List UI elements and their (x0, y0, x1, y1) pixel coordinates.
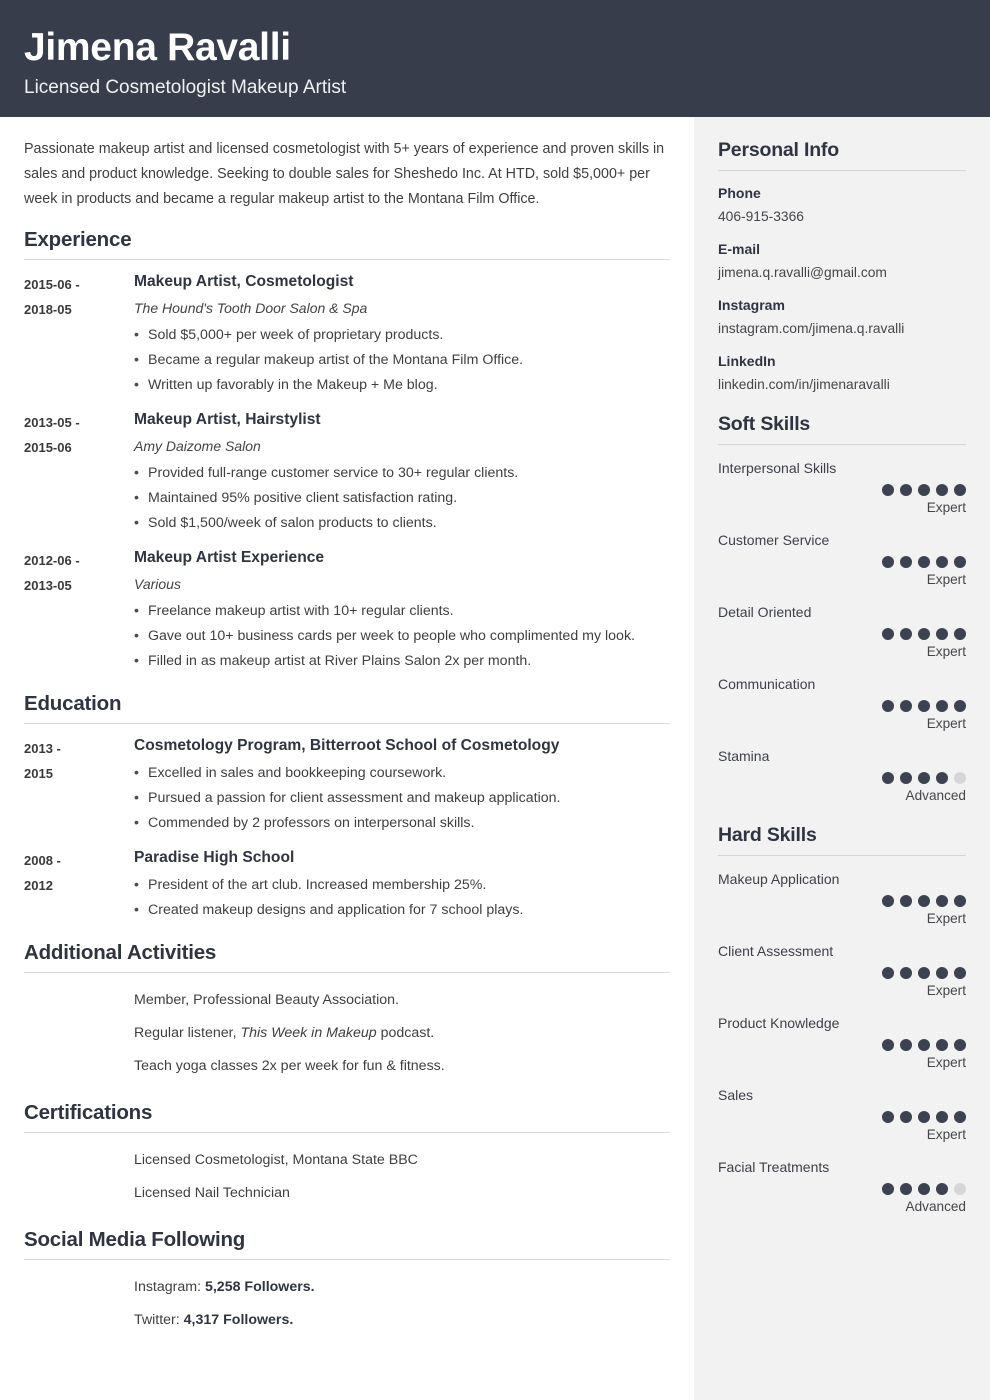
resume-entry (24, 547, 670, 674)
skill-level-label: Expert (926, 644, 966, 659)
activity-line: Regular listener, This Week in Makeup podcast. (134, 1025, 435, 1041)
personal-info-value[interactable]: linkedin.com/in/jimenaravalli (718, 377, 890, 392)
plain-entry-body (134, 1050, 670, 1083)
rating-dot-filled (936, 628, 948, 640)
emphasis-bold: 4,317 Followers. (183, 1312, 294, 1328)
plain-entry-row (24, 1271, 670, 1304)
entry-date-start: 2013 - (24, 741, 61, 756)
rating-dot-filled (900, 484, 912, 496)
entry-bullet-list (134, 461, 670, 536)
plain-entry-body (134, 1144, 670, 1177)
entry-date-end: 2015 (24, 766, 53, 781)
plain-entry-spacer (24, 1017, 134, 1018)
resume-entry (24, 735, 670, 836)
rating-dot-filled (954, 484, 966, 496)
sidebar-section-soft-skills (718, 413, 966, 806)
entry-title: Paradise High School (134, 849, 295, 866)
entry-date-end: 2013-05 (24, 578, 72, 593)
rating-dot-filled (900, 628, 912, 640)
skill-item (718, 940, 966, 1001)
education-entries (24, 735, 670, 923)
personal-info-value[interactable]: jimena.q.ravalli@gmail.com (718, 265, 887, 280)
rating-dot-empty (954, 1183, 966, 1195)
skill-item (718, 673, 966, 734)
skill-item (718, 1156, 966, 1217)
entry-bullet: • Sold $1,500/week of salon products to clients. (134, 511, 670, 536)
certification-line: Licensed Cosmetologist, Montana State BBC (134, 1152, 418, 1168)
rating-dot-filled (954, 700, 966, 712)
personal-info-value[interactable]: 406-915-3366 (718, 209, 804, 224)
section-heading-experience: Experience (24, 228, 670, 260)
entry-bullet: • Became a regular makeup artist of the Montana Film Office. (134, 348, 670, 373)
skill-item (718, 1012, 966, 1073)
entry-bullet: • President of the art club. Increased membership 25%. (134, 873, 670, 898)
personal-info-label: Phone (718, 185, 761, 201)
entry-date-range (24, 735, 134, 786)
additional-activities-lines (24, 984, 670, 1083)
rating-dot-filled (882, 967, 894, 979)
skill-level-label: Expert (926, 500, 966, 515)
skill-level-label: Advanced (905, 1199, 966, 1214)
candidate-name: Jimena Ravalli (24, 26, 291, 69)
rating-dot-filled (882, 628, 894, 640)
entry-date-start: 2012-06 - (24, 553, 80, 568)
plain-entry-body (134, 1017, 670, 1050)
plain-entry-row (24, 1144, 670, 1177)
activity-line: Member, Professional Beauty Association. (134, 992, 399, 1008)
section-heading-social-media: Social Media Following (24, 1228, 670, 1260)
skill-item (718, 529, 966, 590)
rating-dot-filled (954, 967, 966, 979)
rating-dot-filled (882, 772, 894, 784)
sidebar-heading-personal-info: Personal Info (718, 139, 966, 171)
rating-dot-filled (882, 895, 894, 907)
rating-dot-filled (918, 1111, 930, 1123)
skill-item (718, 1084, 966, 1145)
entry-bullet-list (134, 323, 670, 398)
rating-dot-filled (954, 556, 966, 568)
personal-info-label: Instagram (718, 297, 785, 313)
skill-level-label: Expert (926, 716, 966, 731)
entry-date-range (24, 847, 134, 898)
section-certifications (24, 1101, 670, 1210)
skill-level-label: Advanced (905, 788, 966, 803)
soft-skills-items (718, 457, 966, 806)
entry-bullet: • Gave out 10+ business cards per week to people who complimented my look. (134, 624, 670, 649)
section-heading-additional-activities: Additional Activities (24, 941, 670, 973)
rating-dot-filled (882, 556, 894, 568)
rating-dot-filled (918, 772, 930, 784)
emphasis-bold: 5,258 Followers. (204, 1279, 315, 1295)
entry-organization: Amy Daizome Salon (134, 438, 261, 454)
rating-dot-filled (918, 628, 930, 640)
skill-name: Detail Oriented (718, 604, 812, 620)
rating-dot-filled (954, 1039, 966, 1051)
skill-rating-dots (718, 895, 966, 907)
personal-info-item (718, 295, 966, 339)
rating-dot-filled (918, 700, 930, 712)
rating-dot-filled (900, 895, 912, 907)
sidebar-heading-soft-skills: Soft Skills (718, 413, 966, 445)
entry-bullet: • Sold $5,000+ per week of proprietary products. (134, 323, 670, 348)
rating-dot-filled (900, 700, 912, 712)
entry-bullet: • Freelance makeup artist with 10+ regular clients. (134, 599, 670, 624)
hard-skills-items (718, 868, 966, 1217)
skill-name: Facial Treatments (718, 1159, 830, 1175)
rating-dot-filled (900, 772, 912, 784)
rating-dot-filled (900, 1111, 912, 1123)
rating-dot-filled (936, 1039, 948, 1051)
sidebar-section-personal-info (718, 139, 966, 395)
rating-dot-filled (936, 484, 948, 496)
social-media-line: Instagram: 5,258 Followers. (134, 1279, 315, 1295)
rating-dot-empty (954, 772, 966, 784)
entry-bullet-list (134, 761, 670, 836)
entry-bullet: • Provided full-range customer service to 30+ regular clients. (134, 461, 670, 486)
entry-bullet: • Maintained 95% positive client satisfaction rating. (134, 486, 670, 511)
plain-entry-row (24, 1304, 670, 1337)
certification-line: Licensed Nail Technician (134, 1185, 290, 1201)
section-social-media (24, 1228, 670, 1337)
section-heading-certifications: Certifications (24, 1101, 670, 1133)
rating-dot-filled (936, 967, 948, 979)
entry-bullet: • Written up favorably in the Makeup + Me blog. (134, 373, 670, 398)
skill-rating-dots (718, 967, 966, 979)
entry-date-start: 2015-06 - (24, 277, 80, 292)
skill-level-label: Expert (926, 1055, 966, 1070)
entry-body (134, 847, 670, 923)
rating-dot-filled (918, 484, 930, 496)
entry-bullet: • Excelled in sales and bookkeeping coursework. (134, 761, 670, 786)
entry-body (134, 735, 670, 836)
skill-item (718, 745, 966, 806)
entry-bullet-list (134, 599, 670, 674)
rating-dot-filled (936, 895, 948, 907)
skill-item (718, 457, 966, 518)
entry-bullet: • Filled in as makeup artist at River Plains Salon 2x per month. (134, 649, 670, 674)
entry-bullet: • Commended by 2 professors on interpersonal skills. (134, 811, 670, 836)
certifications-lines (24, 1144, 670, 1210)
skill-rating-dots (718, 484, 966, 496)
plain-entry-body (134, 984, 670, 1017)
skill-rating-dots (718, 1039, 966, 1051)
rating-dot-filled (918, 1039, 930, 1051)
activity-line: Teach yoga classes 2x per week for fun & fitness. (134, 1058, 445, 1074)
skill-name: Interpersonal Skills (718, 460, 837, 476)
skill-rating-dots (718, 700, 966, 712)
emphasis-italic: This Week in Makeup (240, 1025, 377, 1041)
entry-bullet: • Created makeup designs and application for 7 school plays. (134, 898, 670, 923)
entry-title: Makeup Artist Experience (134, 549, 325, 566)
section-additional-activities (24, 941, 670, 1083)
skill-level-label: Expert (926, 572, 966, 587)
skill-rating-dots (718, 1183, 966, 1195)
candidate-job-title: Licensed Cosmetologist Makeup Artist (24, 76, 347, 98)
entry-title: Makeup Artist, Hairstylist (134, 411, 321, 428)
entry-date-end: 2015-06 (24, 440, 72, 455)
entry-bullet-list (134, 873, 670, 923)
personal-info-item (718, 351, 966, 395)
skill-name: Makeup Application (718, 871, 840, 887)
rating-dot-filled (936, 556, 948, 568)
sidebar-section-hard-skills (718, 824, 966, 1217)
resume-entry (24, 847, 670, 923)
skill-level-label: Expert (926, 911, 966, 926)
entry-body (134, 271, 670, 398)
rating-dot-filled (954, 895, 966, 907)
entry-body (134, 547, 670, 674)
plain-entry-row (24, 1050, 670, 1083)
rating-dot-filled (936, 1111, 948, 1123)
entry-date-range (24, 409, 134, 460)
rating-dot-filled (882, 484, 894, 496)
experience-entries (24, 271, 670, 674)
skill-name: Stamina (718, 748, 770, 764)
entry-organization: The Hound's Tooth Door Salon & Spa (134, 300, 368, 316)
resume-body (0, 117, 990, 1400)
entry-date-range (24, 547, 134, 598)
entry-date-range (24, 271, 134, 322)
rating-dot-filled (918, 1183, 930, 1195)
rating-dot-filled (900, 1183, 912, 1195)
skill-rating-dots (718, 628, 966, 640)
entry-date-start: 2013-05 - (24, 415, 80, 430)
skill-level-label: Expert (926, 1127, 966, 1142)
plain-entry-row (24, 1177, 670, 1210)
plain-entry-spacer (24, 1304, 134, 1305)
rating-dot-filled (918, 967, 930, 979)
entry-date-end: 2018-05 (24, 302, 72, 317)
rating-dot-filled (900, 556, 912, 568)
rating-dot-filled (918, 556, 930, 568)
plain-entry-spacer (24, 1144, 134, 1145)
section-experience (24, 228, 670, 674)
rating-dot-filled (882, 700, 894, 712)
professional-summary: Passionate makeup artist and licensed cosmetologist with 5+ years of experience and proven skills in sales and product knowledge. Seeking to double sales for Sheshedo Inc. At HTD, sold $5,000+ per week in products and became a regular makeup artist to the Montana Film Office. (24, 141, 665, 207)
skill-name: Customer Service (718, 532, 830, 548)
plain-entry-body (134, 1304, 670, 1337)
personal-info-item (718, 239, 966, 283)
resume-entry (24, 409, 670, 536)
entry-date-end: 2012 (24, 878, 53, 893)
skill-name: Client Assessment (718, 943, 834, 959)
entry-organization: Various (134, 576, 181, 592)
skill-rating-dots (718, 1111, 966, 1123)
entry-title: Cosmetology Program, Bitterroot School of Cosmetology (134, 737, 560, 754)
rating-dot-filled (900, 967, 912, 979)
rating-dot-filled (936, 1183, 948, 1195)
rating-dot-filled (936, 700, 948, 712)
personal-info-item (718, 183, 966, 227)
social-media-line: Twitter: 4,317 Followers. (134, 1312, 294, 1328)
plain-entry-row (24, 984, 670, 1017)
skill-name: Sales (718, 1087, 754, 1103)
skill-rating-dots (718, 772, 966, 784)
skill-item (718, 868, 966, 929)
section-heading-education: Education (24, 692, 670, 724)
plain-entry-row (24, 1017, 670, 1050)
skill-item (718, 601, 966, 662)
skill-rating-dots (718, 556, 966, 568)
entry-body (134, 409, 670, 536)
entry-date-start: 2008 - (24, 853, 61, 868)
entry-title: Makeup Artist, Cosmetologist (134, 273, 354, 290)
rating-dot-filled (936, 772, 948, 784)
section-education (24, 692, 670, 923)
rating-dot-filled (882, 1111, 894, 1123)
skill-level-label: Expert (926, 983, 966, 998)
rating-dot-filled (954, 1111, 966, 1123)
entry-bullet: • Pursued a passion for client assessment and makeup application. (134, 786, 670, 811)
main-column (0, 117, 694, 1400)
plain-entry-spacer (24, 1177, 134, 1178)
resume-entry (24, 271, 670, 398)
rating-dot-filled (882, 1039, 894, 1051)
plain-entry-body (134, 1271, 670, 1304)
plain-entry-spacer (24, 1050, 134, 1051)
rating-dot-filled (900, 1039, 912, 1051)
skill-name: Product Knowledge (718, 1015, 840, 1031)
social-media-lines (24, 1271, 670, 1337)
plain-entry-body (134, 1177, 670, 1210)
resume-header (0, 0, 990, 117)
personal-info-items (718, 183, 966, 395)
plain-entry-spacer (24, 984, 134, 985)
personal-info-value[interactable]: instagram.com/jimena.q.ravalli (718, 321, 905, 336)
skill-name: Communication (718, 676, 816, 692)
personal-info-label: LinkedIn (718, 353, 776, 369)
rating-dot-filled (882, 1183, 894, 1195)
personal-info-label: E-mail (718, 241, 761, 257)
sidebar-heading-hard-skills: Hard Skills (718, 824, 966, 856)
rating-dot-filled (954, 628, 966, 640)
plain-entry-spacer (24, 1271, 134, 1272)
rating-dot-filled (918, 895, 930, 907)
sidebar-column (694, 117, 990, 1400)
